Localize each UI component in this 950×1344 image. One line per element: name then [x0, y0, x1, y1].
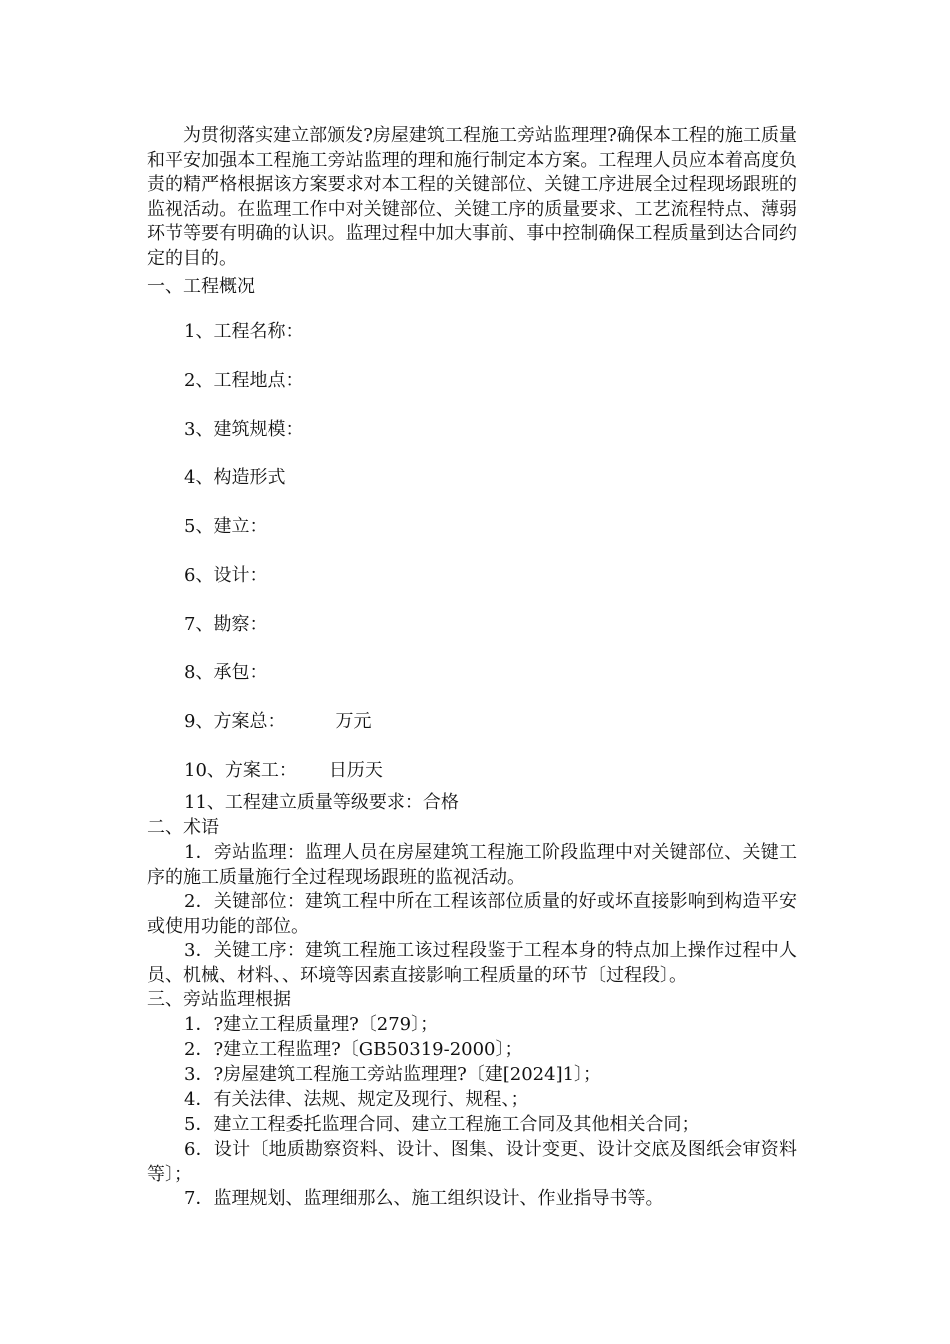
plan-duration-label: 10、方案工：	[184, 760, 297, 781]
project-name-item: 1、工程名称：	[184, 321, 304, 342]
intro-paragraph: 为贯彻落实建立部颁发?房屋建筑工程施工旁站监理理?确保本工程的施工质量和平安加强本工程施工旁站监理的理和施行制定本方案。工程理人员应本着高度负责的精严格根据该方案要求对本工程的关键部位、关键工序进展全过程现场跟班的监视活动。在监理工作中对关键部位、关键工序的质量要求、工艺流程特点、薄弱环节等要有明确的认识。监理过程中加大事前、事中控制确保工程质量到达合同约定的目的。	[147, 125, 797, 269]
contractor-item: 8、承包：	[184, 662, 268, 683]
total-plan-item	[184, 710, 371, 735]
basis-item: 7．监理规划、监理细那么、施工组织设计、作业指导书等。	[184, 1188, 664, 1209]
basis-item: 4．有关法律、法规、规定及现行、规程、；	[184, 1089, 529, 1110]
basis-item: 5．建立工程委托监理合同、建立工程施工合同及其他相关合同；	[184, 1114, 700, 1135]
basis-item: 6．设计〔地质勘察资料、设计、图集、设计变更、设计交底及图纸会审资料等〕；	[147, 1139, 797, 1185]
plan-duration-unit: 日历天	[328, 760, 383, 781]
plan-duration-item	[184, 759, 383, 784]
project-location-item: 2、工程地点：	[184, 370, 304, 391]
total-plan-label: 9、方案总：	[184, 711, 286, 732]
term-key-process: 3．关键工序：建筑工程施工该过程段鉴于工程本身的特点加上操作过程中人员、机械、材料、、环境等因素直接影响工程质量的环节〔过程段〕。	[147, 940, 797, 986]
total-plan-unit: 万元	[335, 711, 372, 732]
basis-item: 1．?建立工程质量理?〔279〕；	[184, 1014, 439, 1035]
basis-item: 3．?房屋建筑工程施工旁站监理理?〔建[2024]1〕；	[184, 1064, 602, 1085]
section-heading-project-overview: 一、工程概况	[147, 276, 255, 297]
section-heading-basis: 三、旁站监理根据	[147, 989, 291, 1010]
quality-grade-item: 11、工程建立质量等级要求：合格	[184, 792, 459, 813]
building-scale-item: 3、建筑规模：	[184, 419, 304, 440]
survey-item: 7、勘察：	[184, 614, 268, 635]
basis-item: 2．?建立工程监理?〔GB50319-2000〕；	[184, 1039, 523, 1060]
section-heading-terms: 二、术语	[147, 817, 219, 838]
term-key-part: 2．关键部位：建筑工程中所在工程该部位质量的好或坏直接影响到构造平安或使用功能的部位。	[147, 891, 797, 937]
design-item: 6、设计：	[184, 565, 268, 586]
structure-form-item: 4、构造形式	[184, 467, 286, 488]
term-side-supervision: 1．旁站监理：监理人员在房屋建筑工程施工阶段监理中对关键部位、关键工序的施工质量施行全过程现场跟班的监视活动。	[147, 842, 797, 888]
construction-item: 5、建立：	[184, 516, 268, 537]
